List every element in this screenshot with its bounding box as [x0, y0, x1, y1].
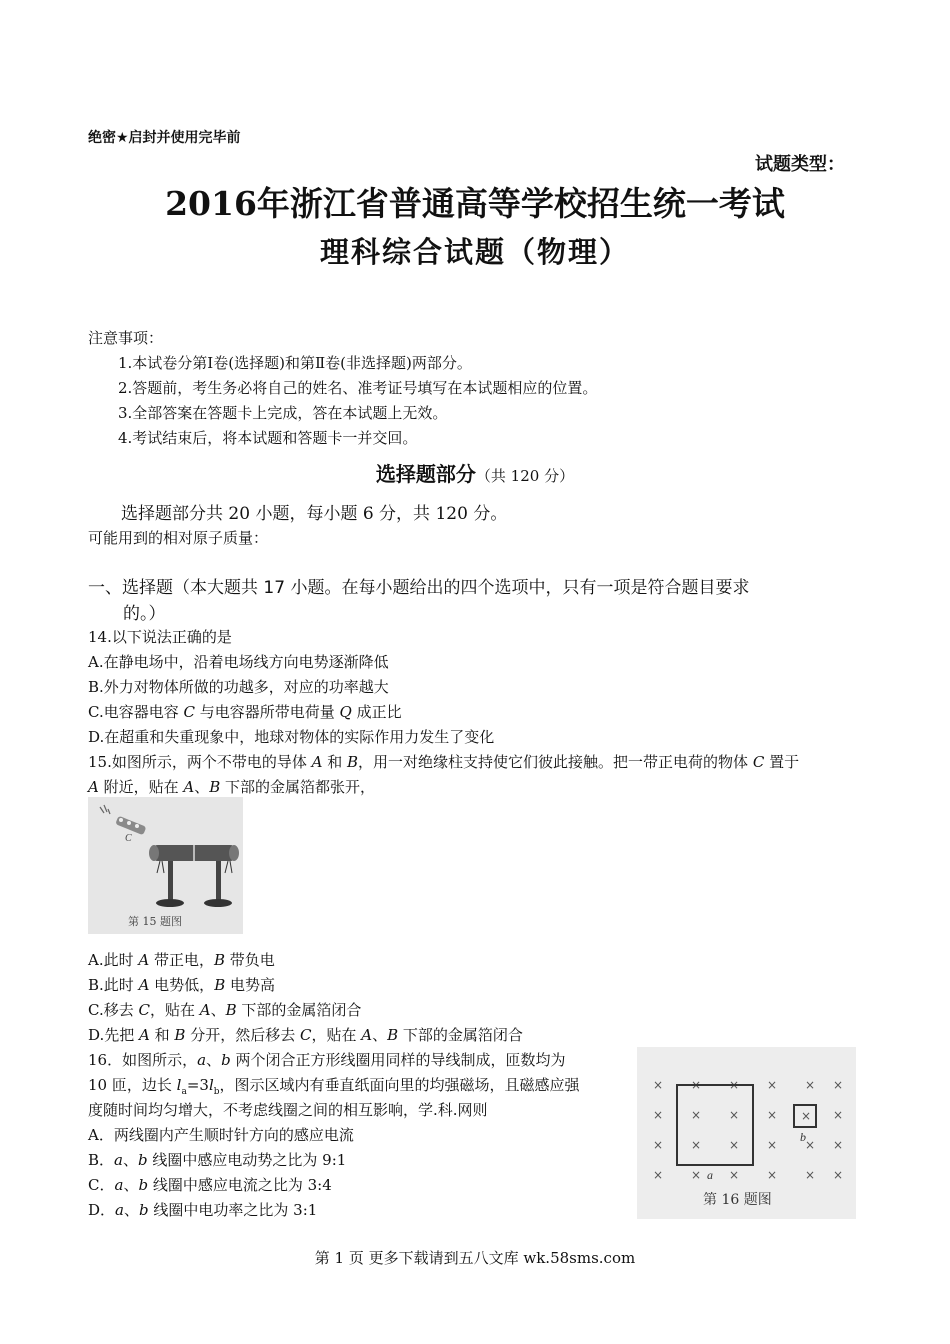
field-cross-icon: × — [691, 1078, 702, 1092]
notice-item: 2.答题前，考生务必将自己的姓名、准考证号填写在本试题相应的位置。 — [118, 379, 598, 397]
q16-stem-line1: 16．如图所示，a、b 两个闭合正方形线圈用同样的导线制成，匝数均为 — [88, 1051, 566, 1069]
q15-option-b: B.此时 A 电势低，B 电势高 — [88, 976, 275, 994]
field-cross-icon: × — [729, 1078, 740, 1092]
field-cross-icon: × — [691, 1138, 702, 1152]
field-cross-icon: × — [805, 1078, 816, 1092]
q16-stem-line2: 10 匝，边长 $l_a=3l_b$，图示区域内有垂直纸面向里的均强磁场，且磁感应强 — [88, 1076, 580, 1097]
q15-stem-line1: 15.如图所示，两个不带电的导体 A 和 B，用一对绝缘柱支持使它们彼此接触。把一带正电荷的物体 C 置于 — [88, 753, 800, 771]
field-cross-icon: × — [653, 1138, 664, 1152]
q14-option-a: A.在静电场中，沿着电场线方向电势逐渐降低 — [88, 653, 389, 671]
field-cross-icon: × — [833, 1138, 844, 1152]
field-cross-icon: × — [653, 1108, 664, 1122]
q14-option-b: B.外力对物体所做的功越多，对应的功率越大 — [88, 678, 389, 696]
field-cross-icon: × — [805, 1168, 816, 1182]
q16-option-b: B．a、b 线圈中感应电动势之比为 9:1 — [88, 1151, 347, 1169]
section-title — [0, 458, 950, 487]
section-score: （共 120 分） — [475, 467, 575, 485]
figure-label-b: b — [800, 1130, 806, 1144]
field-cross-icon: × — [767, 1168, 778, 1182]
field-cross-icon: × — [653, 1078, 664, 1092]
field-cross-icon: × — [729, 1138, 740, 1152]
q15-option-a: A.此时 A 带正电，B 带负电 — [88, 951, 275, 969]
field-cross-icon: × — [805, 1138, 816, 1152]
insulating-stand — [168, 861, 173, 903]
q16-option-a: A．两线圈内产生顺时针方向的感应电流 — [88, 1126, 354, 1144]
q14-option-d: D.在超重和失重现象中，地球对物体的实际作用力发生了变化 — [88, 728, 495, 746]
field-cross-icon: × — [691, 1168, 702, 1182]
figure-label-a: a — [707, 1168, 713, 1182]
notice-item: 3.全部答案在答题卡上完成，答在本试题上无效。 — [118, 404, 448, 422]
section-description: 选择题部分共 20 小题，每小题 6 分，共 120 分。 — [121, 504, 508, 524]
q15-stem-line2: A 附近，贴在 A、B 下部的金属箔都张开， — [88, 778, 376, 796]
exam-subtitle: 理科综合试题（物理） — [319, 235, 630, 269]
q15-option-d: D.先把 A 和 B 分开，然后移去 C，贴在 A、B 下部的金属箔闭合 — [88, 1026, 523, 1044]
q15-figure-caption: 第 15 题图 — [128, 915, 182, 928]
section-title-text: 选择题部分 — [375, 462, 476, 486]
q16-figure-caption: 第 16 题图 — [703, 1192, 772, 1208]
q14-option-c: C.电容器电容 C 与电容器所带电荷量 Q 成正比 — [88, 703, 402, 721]
field-cross-icon: × — [801, 1109, 812, 1123]
q16-option-d: D．a、b 线圈中电功率之比为 3:1 — [88, 1201, 318, 1219]
q16-option-c: C．a、b 线圈中感应电流之比为 3:4 — [88, 1176, 332, 1194]
q15-figure — [88, 797, 243, 934]
insulating-stand — [216, 861, 221, 903]
exam-title: 2016年浙江省普通高等学校招生统一考试 — [165, 184, 785, 223]
field-cross-icon: × — [767, 1078, 778, 1092]
field-cross-icon: × — [767, 1108, 778, 1122]
atomic-mass-note: 可能用到的相对原子质量： — [88, 529, 269, 547]
q16-stem-line3: 度随时间均匀增大，不考虑线圈之间的相互影响，学.科.网则 — [88, 1101, 488, 1119]
confidential-label: 绝密★启封并使用完毕前 — [88, 130, 241, 146]
field-cross-icon: × — [767, 1138, 778, 1152]
notice-heading: 注意事项： — [88, 329, 164, 347]
field-cross-icon: × — [653, 1168, 664, 1182]
field-cross-icon: × — [691, 1108, 702, 1122]
notice-item: 1.本试卷分第Ⅰ卷(选择题)和第Ⅱ卷(非选择题)两部分。 — [118, 354, 472, 372]
question-type-label: 试题类型： — [755, 154, 845, 175]
field-cross-icon: × — [729, 1168, 740, 1182]
field-cross-icon: × — [833, 1108, 844, 1122]
field-cross-icon: × — [833, 1168, 844, 1182]
q14-stem: 14.以下说法正确的是 — [88, 628, 232, 646]
figure-label-c: C — [125, 833, 132, 844]
part1-instruction: 一、选择题（本大题共 17 小题。在每小题给出的四个选项中，只有一项是符合题目要求 — [88, 578, 750, 598]
notice-item: 4.考试结束后，将本试题和答题卡一并交回。 — [118, 429, 418, 447]
q15-option-c: C.移去 C，贴在 A、B 下部的金属箔闭合 — [88, 1001, 362, 1019]
page-footer: 第 1 页 更多下载请到五八文库 wk.58sms.com — [314, 1249, 636, 1267]
part1-instruction-cont: 的。） — [123, 604, 166, 624]
field-cross-icon: × — [833, 1078, 844, 1092]
field-cross-icon: × — [729, 1108, 740, 1122]
q16-figure — [637, 1047, 856, 1219]
